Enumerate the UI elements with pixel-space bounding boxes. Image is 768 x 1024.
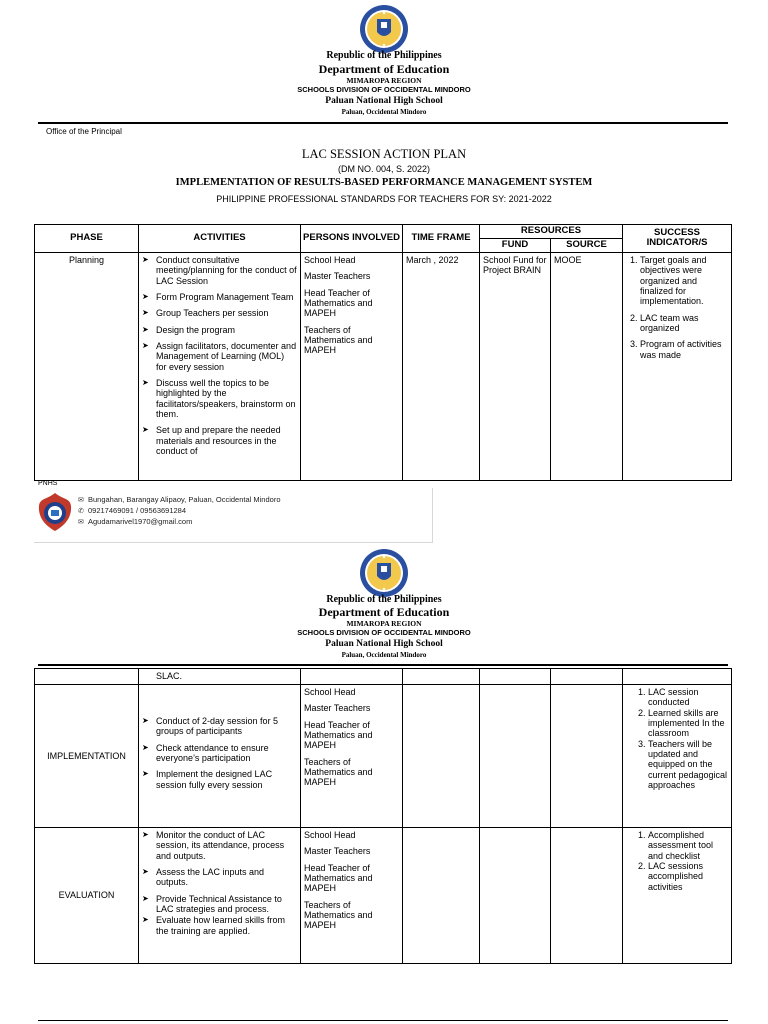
person: Teachers of Mathematics and MAPEH xyxy=(304,756,373,788)
list-item: ➤ Provide Technical Assistance to LAC strategies and process. xyxy=(142,894,297,915)
implementation-activities xyxy=(139,685,301,828)
list-item: ➤ Form Program Management Team xyxy=(142,292,297,302)
email-icon: ✉ xyxy=(78,519,84,526)
bottom-divider xyxy=(38,1020,728,1021)
person: Master Teachers xyxy=(304,846,371,857)
location-line: Paluan, Occidental Mindoro xyxy=(341,108,427,116)
location-line: Paluan, Occidental Mindoro xyxy=(341,651,427,659)
list-item: ➤ Discuss well the topics to be highlighted by the facilitators/speakers, brainstorm on them. xyxy=(142,378,297,419)
evaluation-activities xyxy=(139,828,301,964)
person: School Head xyxy=(304,254,356,265)
list-item: ➤ Conduct consultative meeting/planning for the conduct of LAC Session xyxy=(142,255,297,286)
standards-line: PHILIPPINE PROFESSIONAL STANDARDS FOR TEACHERS FOR SY: 2021-2022 xyxy=(216,194,552,204)
action-plan-table xyxy=(34,224,732,481)
list-item: ➤ Conduct of 2-day session for 5 groups of participants xyxy=(142,716,297,737)
person: School Head xyxy=(304,687,356,697)
list-item: ➤ Monitor the conduct of LAC session, its attendance, process and outputs. xyxy=(142,830,297,861)
phase-evaluation: EVALUATION xyxy=(35,828,139,964)
header-activities: ACTIVITIES xyxy=(139,225,301,253)
location-icon: ✉ xyxy=(78,497,84,504)
person: Head Teacher of Mathematics and MAPEH xyxy=(304,719,373,751)
plan-subtitle: IMPLEMENTATION OF RESULTS-BASED PERFORMANCE MANAGEMENT SYSTEM xyxy=(175,177,593,188)
phase-implementation: IMPLEMENTATION xyxy=(35,685,139,828)
footer-label: PNHS xyxy=(38,480,58,487)
phase-planning: Planning xyxy=(35,252,139,480)
list-item: 3. Program of activities was made xyxy=(640,339,728,360)
planning-time-frame: March , 2022 xyxy=(403,252,480,480)
header-persons: PERSONS INVOLVED xyxy=(301,225,403,253)
continuation-text: SLAC. xyxy=(139,669,301,685)
person: School Head xyxy=(304,830,356,840)
list-item: ➤ Evaluate how learned skills from the training are applied. xyxy=(142,915,297,936)
republic-line: Republic of the Philippines xyxy=(326,594,442,605)
implementation-persons xyxy=(301,685,403,828)
person: Master Teachers xyxy=(304,703,371,714)
list-item: ➤ Check attendance to ensure everyone’s participation xyxy=(142,743,297,764)
list-item: ➤ Group Teachers per session xyxy=(142,308,297,318)
list-item: 1. LAC session conducted xyxy=(648,687,728,708)
list-item: 1. Target goals and objectives were organized and finalized for implementation. xyxy=(640,255,728,307)
evaluation-indicators xyxy=(623,828,732,964)
list-item: ➤ Set up and prepare the needed materials and resources in the conduct of xyxy=(142,425,297,456)
footer-phone: ✆ 09217469091 / 09563691284 xyxy=(78,506,187,515)
list-item: ➤ Implement the designed LAC session fully every session xyxy=(142,769,297,790)
division-line: SCHOOLS DIVISION OF OCCIDENTAL MINDORO xyxy=(297,628,471,637)
office-label: Office of the Principal xyxy=(46,127,122,136)
person: Master Teachers xyxy=(304,271,371,282)
footer-address: ✉ Bungahan, Barangay Alipaoy, Paluan, Occidental Mindoro xyxy=(78,495,281,504)
header-time-frame: TIME FRAME xyxy=(403,225,480,253)
list-item: 2. LAC team was organized xyxy=(640,313,728,334)
deped-seal-icon xyxy=(359,4,409,54)
header-divider xyxy=(38,122,728,124)
header-phase: PHASE xyxy=(35,225,139,253)
person: Teachers of Mathematics and MAPEH xyxy=(304,324,373,356)
person: Head Teacher of Mathematics and MAPEH xyxy=(304,287,373,319)
header-fund: FUND xyxy=(480,238,551,252)
planning-source: MOOE xyxy=(551,252,623,480)
list-item: 2. LAC sessions accomplished activities xyxy=(648,861,728,892)
school-line: Paluan National High School xyxy=(325,639,443,649)
department-line: Department of Education xyxy=(318,62,450,76)
header-divider xyxy=(38,664,728,666)
action-plan-table-continued xyxy=(34,668,732,964)
school-logo-icon xyxy=(36,492,74,532)
planning-fund: School Fund for Project BRAIN xyxy=(480,252,551,480)
department-line: Department of Education xyxy=(318,605,450,619)
person: Head Teacher of Mathematics and MAPEH xyxy=(304,862,373,894)
person: Teachers of Mathematics and MAPEH xyxy=(304,899,373,931)
header-resources: RESOURCES xyxy=(480,225,623,239)
list-item: 1. Accomplished assessment tool and checklist xyxy=(648,830,728,861)
republic-line: Republic of the Philippines xyxy=(326,50,442,61)
planning-indicators xyxy=(623,252,732,480)
list-item: ➤ Assign facilitators, documenter and Management of Learning (MOL) for every session xyxy=(142,341,297,372)
memo-line: (DM NO. 004, S. 2022) xyxy=(337,164,431,174)
division-line: SCHOOLS DIVISION OF OCCIDENTAL MINDORO xyxy=(297,85,471,94)
evaluation-persons xyxy=(301,828,403,964)
planning-persons xyxy=(301,252,403,480)
header-success: SUCCESS INDICATOR/S xyxy=(623,225,732,253)
list-item: 2. Learned skills are implemented In the classroom xyxy=(648,708,728,739)
footer-email[interactable]: ✉ Agudamarivel1970@gmail.com xyxy=(78,517,193,526)
school-line: Paluan National High School xyxy=(325,96,443,106)
list-item: 3. Teachers will be updated and equipped on the current pedagogical approaches xyxy=(648,739,728,791)
region-line: MIMAROPA REGION xyxy=(346,76,422,85)
phone-icon: ✆ xyxy=(78,508,84,515)
continuation-phase xyxy=(35,669,139,685)
header-source: SOURCE xyxy=(551,238,623,252)
list-item: ➤ Design the program xyxy=(142,325,297,335)
implementation-indicators xyxy=(623,685,732,828)
deped-seal-icon xyxy=(359,548,409,598)
plan-title: LAC SESSION ACTION PLAN xyxy=(301,147,467,161)
list-item: ➤ Assess the LAC inputs and outputs. xyxy=(142,867,297,888)
planning-activities xyxy=(139,252,301,480)
region-line: MIMAROPA REGION xyxy=(346,619,422,628)
